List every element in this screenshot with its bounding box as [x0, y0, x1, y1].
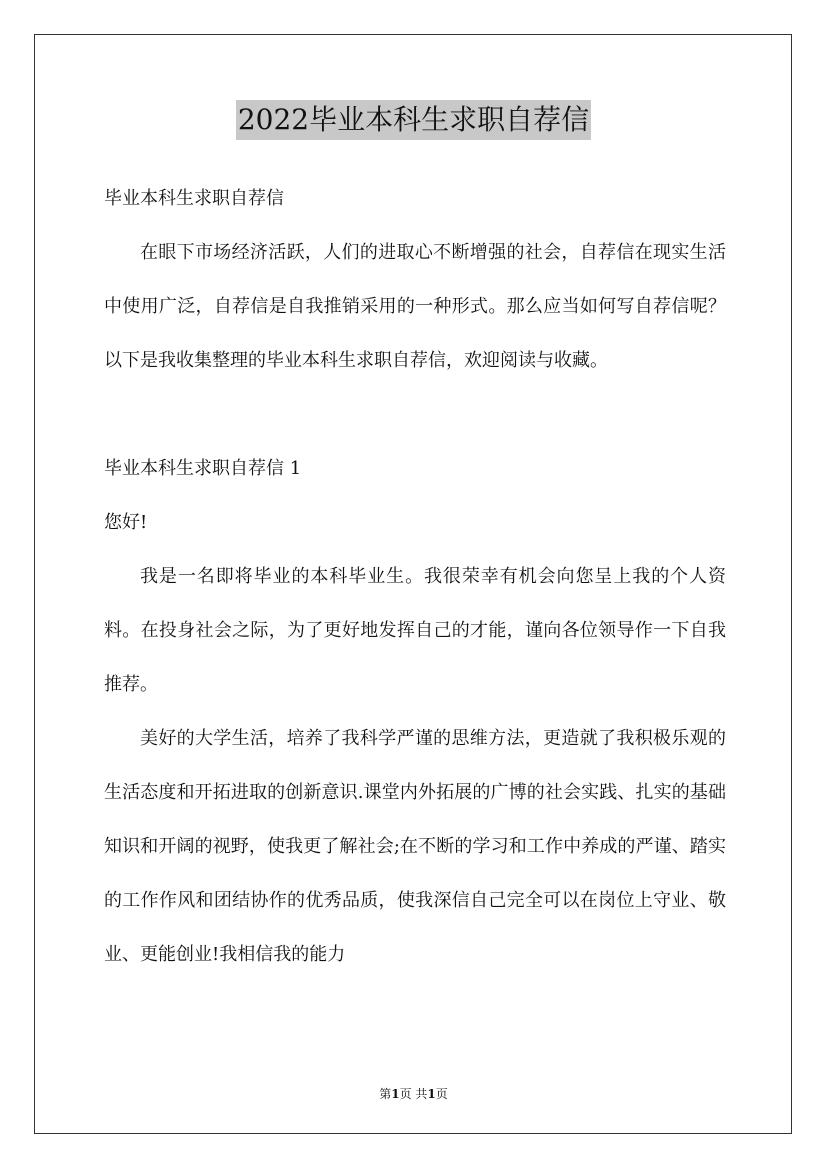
- greeting: 您好!: [104, 512, 148, 533]
- page-suffix: 页: [435, 1087, 448, 1101]
- blank-line: [104, 388, 726, 442]
- page-prefix: 第: [379, 1087, 392, 1101]
- title-wrap: [0, 100, 827, 140]
- document-body: [104, 172, 726, 982]
- intro-paragraph: 在眼下市场经济活跃，人们的进取心不断增强的社会，自荐信在现实生活中使用广泛，自荐信是自我推销采用的一种形式。那么应当如何写自荐信呢？以下是我收集整理的毕业本科生求职自荐信，欢迎阅读与收藏。: [104, 242, 726, 371]
- section-heading: 毕业本科生求职自荐信 1: [104, 458, 302, 479]
- document-title: 2022毕业本科生求职自荐信: [236, 100, 591, 140]
- page-footer: [0, 1086, 827, 1102]
- body-paragraph-1: 我是一名即将毕业的本科毕业生。我很荣幸有机会向您呈上我的个人资料。在投身社会之际，为了更好地发挥自己的才能，谨向各位领导作一下自我推荐。: [104, 566, 726, 695]
- page-current: 1: [391, 1087, 400, 1101]
- page-mid: 页 共: [399, 1087, 428, 1101]
- page-total: 1: [427, 1087, 436, 1101]
- document-subtitle: 毕业本科生求职自荐信: [104, 188, 284, 209]
- body-paragraph-2: 美好的大学生活，培养了我科学严谨的思维方法，更造就了我积极乐观的生活态度和开拓进取的创新意识.课堂内外拓展的广博的社会实践、扎实的基础知识和开阔的视野，使我更了解社会;在不断的学习和工作中养成的严谨、踏实的工作作风和团结协作的优秀品质，使我深信自己完全可以在岗位上守业、敬业、更能创业!我相信我的能力: [104, 728, 726, 965]
